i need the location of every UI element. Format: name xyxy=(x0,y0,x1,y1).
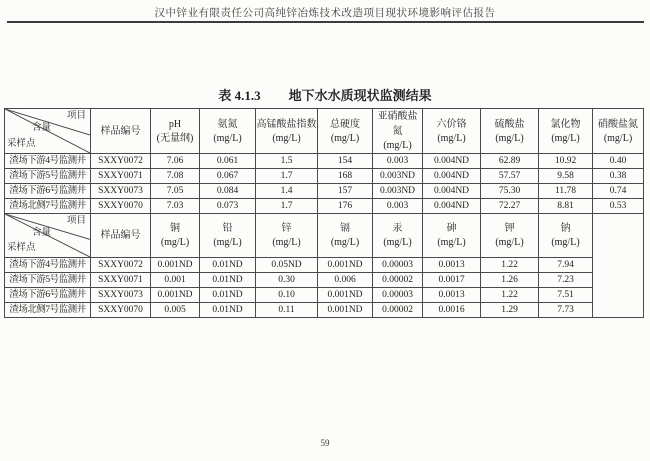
column-unit: (mg/L) xyxy=(603,132,633,144)
value-cell: 0.001ND xyxy=(151,288,200,303)
column-name: 氯化物 xyxy=(550,118,581,130)
column-unit: (mg/L) xyxy=(551,237,580,248)
column-unit: (mg/L) xyxy=(213,237,242,248)
value-cell: 0.01ND xyxy=(200,258,256,273)
value-cell: 0.073 xyxy=(200,199,256,214)
column-header xyxy=(539,214,593,258)
value-cell: 7.05 xyxy=(151,184,200,199)
diagonal-header-cell xyxy=(5,109,91,154)
table-row xyxy=(5,288,644,303)
column-header xyxy=(593,109,644,154)
column-header xyxy=(151,214,200,258)
value-cell: 72.27 xyxy=(481,199,539,214)
column-name: 硝酸盐氮 xyxy=(598,118,638,130)
column-name: 铅 xyxy=(222,223,233,234)
document-header: 汉中锌业有限责任公司高纯锌冶炼技术改造项目现状环境影响评估报告 xyxy=(154,8,496,19)
site-cell: 渣场下游6号监测井 xyxy=(5,288,91,303)
value-cell: 176 xyxy=(318,199,373,214)
value-cell: SXXY0073 xyxy=(91,288,151,303)
diagonal-header-cell xyxy=(5,214,91,258)
diagonal-label-site: 采样点 xyxy=(7,242,36,253)
value-cell: 154 xyxy=(318,154,373,169)
diagonal-label-item: 项目 xyxy=(66,111,86,121)
value-cell: 0.00002 xyxy=(373,273,423,288)
value-cell: 0.005 xyxy=(151,303,200,318)
value-cell: 11.78 xyxy=(539,184,593,199)
column-unit: (mg/L) xyxy=(160,237,190,248)
column-name: 样品编号 xyxy=(100,230,141,241)
column-header xyxy=(151,109,200,154)
value-cell: 7.06 xyxy=(151,154,200,169)
column-header xyxy=(200,214,256,258)
column-name: pH xyxy=(168,118,182,130)
table-row xyxy=(5,154,644,169)
value-cell: 0.01ND xyxy=(200,288,256,303)
value-cell: 0.40 xyxy=(593,154,644,169)
column-name: 钠 xyxy=(560,223,571,234)
value-cell: 1.22 xyxy=(481,288,539,303)
value-cell: 1.5 xyxy=(256,154,318,169)
value-cell: SXXY0073 xyxy=(91,184,151,199)
value-cell: 75.30 xyxy=(481,184,539,199)
column-name: 氨氮 xyxy=(217,118,238,130)
column-name: 汞 xyxy=(392,223,403,234)
column-header xyxy=(373,109,423,154)
value-cell: 7.23 xyxy=(539,273,593,288)
column-unit: (mg/L) xyxy=(551,132,580,144)
column-unit: (mg/L) xyxy=(437,237,466,248)
column-name: 铜 xyxy=(170,223,180,234)
diagonal-label-item: 项目 xyxy=(66,216,86,226)
value-cell: 0.01ND xyxy=(200,273,256,288)
table-caption xyxy=(0,85,650,104)
empty-column-cell xyxy=(593,214,644,318)
value-cell: 57.57 xyxy=(481,169,539,184)
value-cell: 168 xyxy=(318,169,373,184)
value-cell: 0.003ND xyxy=(373,184,423,199)
page-number: 59 xyxy=(320,438,330,448)
value-cell: 7.94 xyxy=(539,258,593,273)
column-name: 样品编号 xyxy=(100,125,141,137)
value-cell: 0.0016 xyxy=(423,303,481,318)
value-cell: 0.001ND xyxy=(318,288,373,303)
value-cell: 0.001ND xyxy=(318,303,373,318)
value-cell: 1.7 xyxy=(256,199,318,214)
value-cell: 7.03 xyxy=(151,199,200,214)
value-cell: 0.004ND xyxy=(423,154,481,169)
table-row xyxy=(5,303,644,318)
column-unit: (mg/L) xyxy=(495,132,524,144)
value-cell: SXXY0070 xyxy=(91,199,151,214)
header-divider xyxy=(7,21,644,23)
column-header xyxy=(481,109,539,154)
table-row xyxy=(5,258,644,273)
monitoring-table-body xyxy=(5,109,644,318)
site-cell: 渣场下游5号监测井 xyxy=(5,273,91,288)
column-unit: (mg/L) xyxy=(213,132,242,144)
column-unit: (mg/L) xyxy=(383,237,412,248)
column-header xyxy=(539,109,593,154)
value-cell: 0.006 xyxy=(318,273,373,288)
diagonal-label-content: 含量 xyxy=(32,123,52,133)
column-unit: (mg/L) xyxy=(330,132,360,144)
table-caption-label: 表 4.1.3 xyxy=(218,88,261,103)
value-cell: 9.58 xyxy=(539,169,593,184)
value-cell: 0.003 xyxy=(373,154,423,169)
table-row xyxy=(5,184,644,199)
value-cell: 1.7 xyxy=(256,169,318,184)
site-cell: 渣场下游6号监测井 xyxy=(5,184,91,199)
value-cell: 0.00003 xyxy=(373,258,423,273)
value-cell: 8.81 xyxy=(539,199,593,214)
column-name: 六价铬 xyxy=(436,118,467,130)
column-header xyxy=(91,214,151,258)
value-cell: 0.10 xyxy=(256,288,318,303)
site-cell: 渣场下游4号监测井 xyxy=(5,154,91,169)
table-caption-title: 地下水水质现状监测结果 xyxy=(288,88,432,103)
site-cell: 渣场下游4号监测井 xyxy=(5,258,91,273)
column-header xyxy=(423,214,481,258)
table-row xyxy=(5,199,644,214)
value-cell: 0.004ND xyxy=(423,199,481,214)
column-name: 总硬度 xyxy=(330,118,360,130)
column-header xyxy=(318,109,373,154)
column-name: 高锰酸盐指数 xyxy=(256,118,317,130)
value-cell: 7.08 xyxy=(151,169,200,184)
value-cell: 0.05ND xyxy=(256,258,318,273)
column-header xyxy=(423,109,481,154)
value-cell: 0.30 xyxy=(256,273,318,288)
column-unit: (无量纲) xyxy=(156,132,194,144)
section-1-header-row xyxy=(5,109,644,154)
value-cell: 0.061 xyxy=(200,154,256,169)
value-cell: 0.38 xyxy=(593,169,644,184)
value-cell: 0.001ND xyxy=(151,258,200,273)
column-name: 亚硝酸盐氮 xyxy=(377,111,418,137)
diagonal-label-site: 采样点 xyxy=(7,138,36,149)
column-header xyxy=(256,214,318,258)
value-cell: 1.22 xyxy=(481,258,539,273)
value-cell: 0.74 xyxy=(593,184,644,199)
column-header xyxy=(481,214,539,258)
value-cell: 0.001 xyxy=(151,273,200,288)
table-row xyxy=(5,169,644,184)
value-cell: SXXY0071 xyxy=(91,169,151,184)
column-name: 锌 xyxy=(281,223,292,234)
value-cell: 0.01ND xyxy=(200,303,256,318)
value-cell: 0.00003 xyxy=(373,288,423,303)
value-cell: SXXY0072 xyxy=(91,154,151,169)
value-cell: 0.084 xyxy=(200,184,256,199)
value-cell: 1.26 xyxy=(481,273,539,288)
monitoring-table xyxy=(4,108,644,318)
value-cell: 62.89 xyxy=(481,154,539,169)
value-cell: 7.73 xyxy=(539,303,593,318)
value-cell: 0.004ND xyxy=(423,169,481,184)
value-cell: SXXY0071 xyxy=(91,273,151,288)
value-cell: 0.004ND xyxy=(423,184,481,199)
site-cell: 渣场北侧7号监测井 xyxy=(5,199,91,214)
section-2-header-row xyxy=(5,214,644,258)
value-cell: 157 xyxy=(318,184,373,199)
column-unit: (mg/L) xyxy=(272,132,301,144)
column-header xyxy=(200,109,256,154)
column-unit: (mg/L) xyxy=(272,237,301,248)
value-cell: 0.53 xyxy=(593,199,644,214)
value-cell: 7.51 xyxy=(539,288,593,303)
value-cell: 0.067 xyxy=(200,169,256,184)
value-cell: 0.0017 xyxy=(423,273,481,288)
column-unit: (mg/L) xyxy=(383,140,412,151)
value-cell: 10.92 xyxy=(539,154,593,169)
column-unit: (mg/L) xyxy=(330,237,360,248)
table-row xyxy=(5,273,644,288)
column-header xyxy=(91,109,151,154)
diagonal-label-content: 含量 xyxy=(32,228,52,238)
site-cell: 渣场北侧7号监测井 xyxy=(5,303,91,318)
column-unit: (mg/L) xyxy=(495,237,524,248)
value-cell: SXXY0072 xyxy=(91,258,151,273)
value-cell: 0.0013 xyxy=(423,288,481,303)
value-cell: 0.0013 xyxy=(423,258,481,273)
value-cell: 0.001ND xyxy=(318,258,373,273)
value-cell: 1.4 xyxy=(256,184,318,199)
column-name: 镉 xyxy=(340,223,350,234)
value-cell: 0.003 xyxy=(373,199,423,214)
column-header xyxy=(318,214,373,258)
column-unit: (mg/L) xyxy=(437,132,466,144)
column-name: 钾 xyxy=(504,223,515,234)
value-cell: SXXY0070 xyxy=(91,303,151,318)
value-cell: 1.29 xyxy=(481,303,539,318)
column-header xyxy=(256,109,318,154)
column-name: 砷 xyxy=(446,223,457,234)
value-cell: 0.11 xyxy=(256,303,318,318)
column-name: 硫酸盐 xyxy=(494,118,525,130)
site-cell: 渣场下游5号监测井 xyxy=(5,169,91,184)
column-header xyxy=(373,214,423,258)
value-cell: 0.003ND xyxy=(373,169,423,184)
value-cell: 0.00002 xyxy=(373,303,423,318)
